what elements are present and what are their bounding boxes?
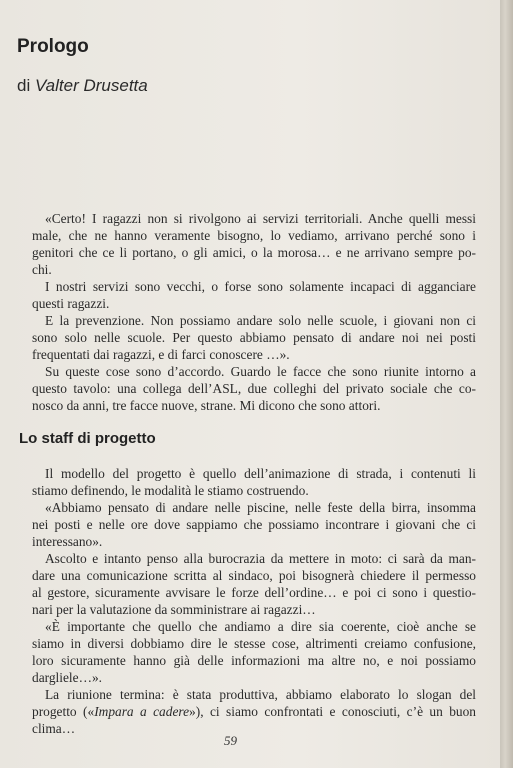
text-line: E la prevenzione. Non possiamo andare solo nelle scuole, i giovani non ci: [45, 313, 476, 328]
text-line: siamo in diversi dobbiamo dire le stesse cose, altrimenti creiamo confusione,: [32, 636, 476, 651]
text-line: Su queste cose sono d’accordo. Guardo le facce che sono riunite intorno a: [45, 364, 476, 379]
text-line: sono solo nelle scuole. Per questo abbiamo pensato di andare noi nei posti: [32, 330, 476, 345]
chapter-author: [17, 76, 148, 96]
text-line: chi.: [32, 262, 52, 277]
text-line: genitori che ce li portano, o gli amici, o la morosa… e ne arrivano sempre po-: [32, 245, 476, 260]
text-line: male, che ne hanno veramente bisogno, lo vediamo, arrivano perché sono i: [32, 228, 476, 243]
text-line: questo tavolo: una collega dell’ASL, due colleghi del privato sociale che co-: [32, 381, 476, 396]
text-line: clima…: [32, 721, 76, 736]
page-edge: [500, 0, 513, 768]
section-heading: Lo staff di progetto: [19, 430, 156, 447]
author-name: Valter Drusetta: [34, 76, 148, 95]
chapter-title: Prologo: [17, 36, 89, 57]
text-line: «Certo! I ragazzi non si rivolgono ai servizi territoriali. Anche quelli messi: [45, 211, 476, 226]
text-line: questi ragazzi.: [32, 296, 110, 311]
text-line: dare una comunicazione scritta al sindaco, poi bisognerà chiedere il permesso: [32, 568, 476, 583]
slogan-text: Impara a cadere: [94, 704, 190, 719]
text-line: I nostri servizi sono vecchi, o forse sono solamente incapaci di agganciare: [45, 279, 476, 294]
text-line: «Abbiamo pensato di andare nelle piscine, nelle feste della birra, insomma: [45, 500, 476, 515]
text-line: al gestore, sicuramente avvisare le forze dell’ordine… e poi ci sono i questio-: [32, 585, 476, 600]
text-line: frequentati dai ragazzi, e di farci conoscere …».: [32, 347, 290, 362]
text-line: «È importante che quello che andiamo a dire sia coerente, cioè anche se: [45, 619, 476, 634]
author-prefix: di: [17, 76, 35, 95]
text-line: Il modello del progetto è quello dell’animazione di strada, i contenuti li: [45, 466, 476, 481]
text-line: interessano».: [32, 534, 103, 549]
text-line: La riunione termina: è stata produttiva, abbiamo elaborato lo slogan del: [45, 687, 476, 702]
text-line: nari per la valutazione da somministrare ai ragazzi…: [32, 602, 316, 617]
text-line: nei posti e nelle ore dove sappiamo che possiamo incontrare i giovani che ci: [32, 517, 476, 532]
text-line: Ascolto e intanto penso alla burocrazia da mettere in moto: ci sarà da man-: [45, 551, 476, 566]
page-number: 59: [224, 733, 237, 748]
text-line: loro sicuramente hanno già delle informazioni ma altre no, e noi possiamo: [32, 653, 476, 668]
text-line: progetto («Impara a cadere»), ci siamo confrontati e conosciuti, c’è un buon: [32, 704, 476, 719]
text-line: nosco da anni, tre facce nuove, strane. Mi dicono che sono attori.: [32, 398, 381, 413]
text-line: dargliele…».: [32, 670, 103, 685]
text-line: stiamo definendo, le modalità le stiamo costruendo.: [32, 483, 309, 498]
